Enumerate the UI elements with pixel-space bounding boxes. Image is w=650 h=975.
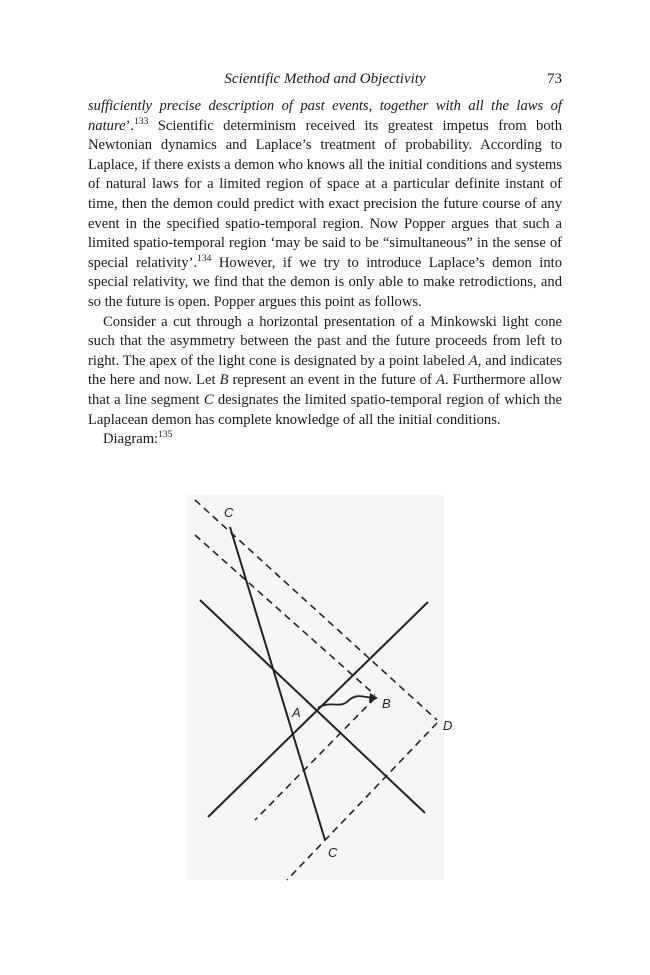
- page-header: [88, 71, 562, 91]
- p2-italic-b: B: [219, 372, 229, 389]
- page-number: 73: [547, 71, 562, 87]
- label-b: B: [382, 696, 391, 711]
- p2-text-2: , and indicates the here and now. Let: [88, 352, 562, 389]
- quote-close: ’.: [125, 117, 135, 134]
- footnote-ref-133: 133: [134, 116, 149, 127]
- diagram-svg: [180, 495, 470, 890]
- p2-text-1: Consider a cut through a horizontal presentation of a Minkowski light cone such that the asymmetry between the past and the future proceeds from left to right. The apex of the light cone is designated by a point labeled: [88, 313, 562, 369]
- body-text: [88, 97, 562, 450]
- label-d: D: [443, 718, 453, 733]
- p2-text-5: designates the limited spatio-temporal region of which the Laplacean demon has complete knowledge of all the initial conditions.: [88, 391, 562, 428]
- paragraph-1-text-a: Scientific determinism received its greatest impetus from both Newtonian dynamics and Laplace’s treatment of probability. According to Laplace, if there exists a demon who knows all the initial conditions and systems of natural laws for a limited region of space at a particular definite instant of time, then the demon could predict with exact precision the future course of any event in the specified spatio-temporal region. Now Popper argues that such a limited spatio-temporal region ‘may be said to be “simultaneous” in the sense of special relativity’.: [88, 117, 562, 271]
- paragraph-1-text-b: However, if we try to introduce Laplace’s demon into special relativity, we find that the demon is only able to make retrodictions, and so the future is open. Popper argues this point as follows.: [88, 254, 563, 310]
- p2-italic-a: A: [468, 352, 478, 369]
- light-cone-diagram: [180, 495, 470, 890]
- light-cone-line-descending: [200, 600, 425, 813]
- paragraph-2: [88, 313, 562, 431]
- diagram-caption-label: Diagram:: [103, 431, 159, 448]
- label-a: A: [292, 705, 301, 720]
- diagram-caption: [88, 430, 562, 450]
- arrowhead-b: [369, 693, 378, 703]
- p2-italic-a2: A: [435, 372, 445, 389]
- footnote-ref-134: 134: [197, 253, 212, 264]
- p2-text-3: represent an event in the future of: [228, 372, 436, 389]
- label-c-top: C: [224, 505, 234, 520]
- label-c-bottom: C: [328, 845, 338, 860]
- dashed-line-upper-b: [195, 535, 375, 695]
- dashed-line-lower-b: [255, 698, 375, 820]
- p2-text-4: . Furthermore allow that a line segment: [88, 372, 562, 408]
- running-title: Scientific Method and Objectivity: [224, 71, 426, 87]
- footnote-ref-135: 135: [158, 430, 173, 441]
- paragraph-1: [88, 97, 562, 313]
- p2-italic-c: C: [203, 391, 214, 408]
- quote-italic: sufficiently precise description of past events, together with all the laws of nature: [88, 98, 562, 134]
- dashed-line-lower-d: [287, 723, 437, 880]
- dashed-line-upper-d: [195, 500, 437, 720]
